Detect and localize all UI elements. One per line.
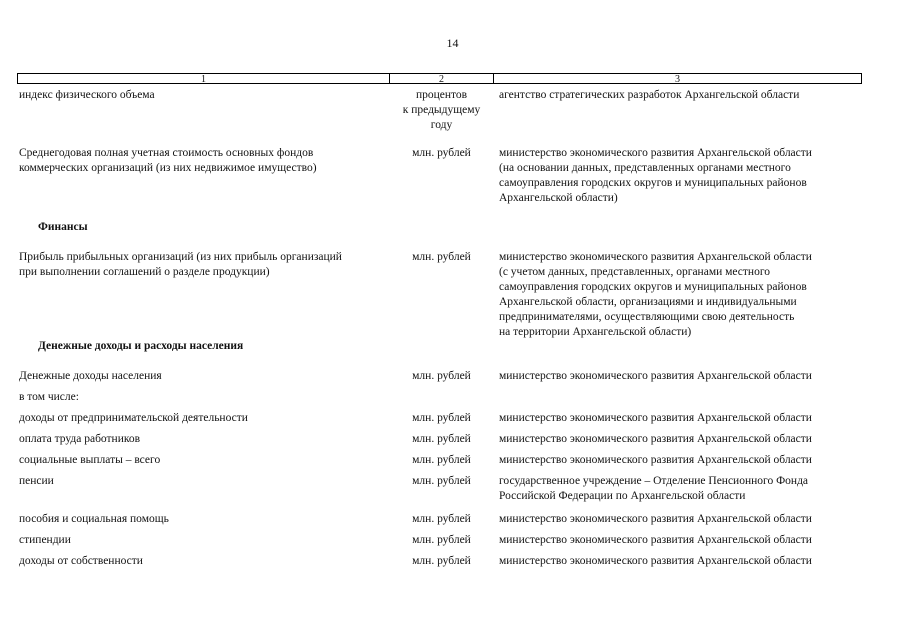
source-cell: министерство экономического развития Архангельской области bbox=[499, 412, 812, 424]
section-heading: Финансы bbox=[38, 221, 88, 233]
table-header-col3: 3 bbox=[493, 73, 862, 84]
indicator-cell: доходы от предпринимательской деятельности bbox=[19, 412, 248, 424]
indicator-cell: стипендии bbox=[19, 534, 71, 546]
unit-cell: млн. рублей bbox=[412, 475, 471, 487]
source-cell: министерство экономического развития Архангельской области bbox=[499, 555, 812, 567]
indicator-cell: в том числе: bbox=[19, 391, 79, 403]
section-heading: Денежные доходы и расходы населения bbox=[38, 340, 244, 352]
source-cell: министерство экономического развития Архангельской области (на основании данных, представленных органами местного самоуправления городских округов и муниципальных районов Архангельской области) bbox=[499, 147, 812, 204]
source-cell: министерство экономического развития Архангельской области bbox=[499, 433, 812, 445]
unit-cell: млн. рублей bbox=[412, 433, 471, 445]
indicator-cell: пособия и социальная помощь bbox=[19, 513, 169, 525]
unit-cell: млн. рублей bbox=[412, 370, 471, 382]
source-cell: агентство стратегических разработок Архангельской области bbox=[499, 89, 800, 101]
indicator-cell: пенсии bbox=[19, 475, 54, 487]
unit-cell: млн. рублей bbox=[412, 555, 471, 567]
indicator-cell: Среднегодовая полная учетная стоимость основных фондов коммерческих организаций (из них недвижимое имущество) bbox=[19, 147, 317, 174]
unit-cell: млн. рублей bbox=[412, 454, 471, 466]
unit-cell: млн. рублей bbox=[412, 412, 471, 424]
indicator-cell: индекс физического объема bbox=[19, 89, 155, 101]
source-cell: министерство экономического развития Архангельской области bbox=[499, 370, 812, 382]
unit-cell: процентов к предыдущему году bbox=[402, 89, 481, 131]
unit-cell: млн. рублей bbox=[412, 513, 471, 525]
source-cell: министерство экономического развития Архангельской области bbox=[499, 513, 812, 525]
page-number: 14 bbox=[446, 36, 459, 50]
source-cell: министерство экономического развития Архангельской области bbox=[499, 534, 812, 546]
table-header-col2: 2 bbox=[389, 73, 494, 84]
indicator-cell: социальные выплаты – всего bbox=[19, 454, 161, 466]
source-cell: министерство экономического развития Архангельской области bbox=[499, 454, 812, 466]
source-cell: государственное учреждение – Отделение Пенсионного Фонда Российской Федерации по Архангельской области bbox=[499, 475, 809, 502]
table-header-col1: 1 bbox=[17, 73, 390, 84]
unit-cell: млн. рублей bbox=[412, 251, 471, 263]
indicator-cell: оплата труда работников bbox=[19, 433, 141, 445]
indicator-cell: Прибыль прибыльных организаций (из них прибыль организаций при выполнении соглашений о разделе продукции) bbox=[19, 251, 342, 278]
indicator-cell: Денежные доходы населения bbox=[19, 370, 162, 382]
indicator-cell: доходы от собственности bbox=[19, 555, 143, 567]
unit-cell: млн. рублей bbox=[412, 147, 471, 159]
source-cell: министерство экономического развития Архангельской области (с учетом данных, представленных, органами местного самоуправления городских округов и муниципальных районов Архангельской области, организациями и индивидуальными предпринимателями, осуществляющими свою деятельность на территории Архангельской области) bbox=[499, 251, 812, 338]
unit-cell: млн. рублей bbox=[412, 534, 471, 546]
